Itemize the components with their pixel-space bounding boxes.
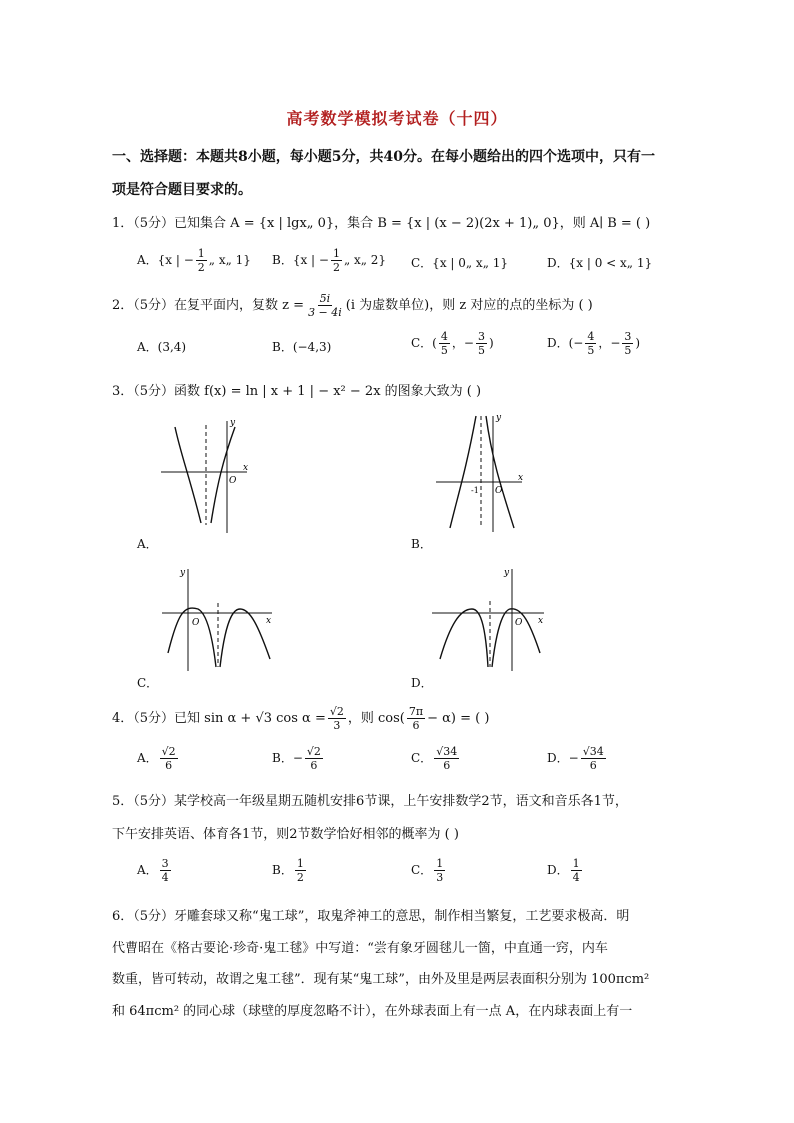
q4-c-den: 6 xyxy=(443,759,451,772)
q2-option-c xyxy=(411,330,494,357)
q4-d-num: √34 xyxy=(582,745,604,758)
q5-b-frac xyxy=(295,857,306,884)
q4-option-d xyxy=(547,745,608,772)
q5-c-den: 3 xyxy=(436,871,444,884)
q1-option-c: C．{x | 0„ x„ 1} xyxy=(411,256,508,270)
q4-c-num: √34 xyxy=(436,745,458,758)
q4-d-frac xyxy=(581,745,606,772)
q1-b-pre: B．{x | − xyxy=(272,253,329,267)
q2-option-d xyxy=(547,330,640,357)
q4-den2: 6 xyxy=(412,719,420,732)
graph-b-right-branch xyxy=(486,416,514,528)
q6-stem-line3: 数重，皆可转动，故谓之鬼工毬”．现有某“鬼工球”，由外及里是两层表面积分别为 100πcm² xyxy=(112,972,650,987)
graph-a-x-label: x xyxy=(243,463,249,473)
q5-b-num: 1 xyxy=(296,857,304,870)
q4-c-frac xyxy=(434,745,459,772)
q5-b-den: 2 xyxy=(296,871,304,884)
q5-stem-line2: 下午安排英语、体育各1节，则2节数学恰好相邻的概率为 ( ) xyxy=(112,827,459,842)
graph-b-minus-one-label: -1 xyxy=(471,486,479,495)
q2-d-frac2 xyxy=(622,330,633,357)
q1-a-post: „ x„ 1} xyxy=(208,253,251,267)
q4-den: 3 xyxy=(333,719,341,732)
q5-a-den: 4 xyxy=(161,871,169,884)
q5-a-pre: A． xyxy=(137,863,158,877)
q6-stem-line1: 6．（5分）牙雕套球又称“鬼工球”，取鬼斧神工的意思，制作相当繁复，工艺要求极高．明 xyxy=(112,909,630,924)
q4-a-pre: A． xyxy=(137,751,158,765)
q2-frac xyxy=(306,292,344,319)
q3-stem: 3．（5分）函数 f(x) = ln | x + 1 | − x² − 2x 的图象大致为 ( ) xyxy=(112,384,482,399)
graph-c-left-branch xyxy=(168,608,216,667)
q4-mid: ，则 cos( xyxy=(347,711,405,726)
q1-b-num: 1 xyxy=(332,247,340,260)
q2-c-mid: ，− xyxy=(451,336,474,350)
q4-b-den: 6 xyxy=(310,759,318,772)
q4-d-pre: D．− xyxy=(547,751,579,765)
section-heading-line1: 一、选择题：本题共8小题，每小题5分，共40分。在每小题给出的四个选项中，只有一 xyxy=(112,149,655,165)
q5-option-c xyxy=(411,857,447,884)
q2-d-post: ) xyxy=(635,336,641,350)
q4-option-c xyxy=(411,745,461,772)
q6-stem-line4: 和 64πcm² 的同心球（球壁的厚度忽略不计），在外球表面上有一点 A，在内球表面上有一 xyxy=(112,1004,633,1019)
q4-option-b xyxy=(272,745,325,772)
q5-d-num: 1 xyxy=(572,857,580,870)
q1-option-d: D．{x | 0 < x„ 1} xyxy=(547,256,653,270)
q1-a-num: 1 xyxy=(197,247,205,260)
q3-graph-a xyxy=(155,415,255,535)
q1-a-frac xyxy=(196,247,207,274)
graph-a-y-label: y xyxy=(230,418,236,428)
q2-stem xyxy=(112,292,593,319)
graph-a-left-branch xyxy=(175,427,201,523)
q4-b-frac xyxy=(305,745,323,772)
q5-d-den: 4 xyxy=(572,871,580,884)
q1-a-den: 2 xyxy=(197,261,205,274)
q4-a-frac xyxy=(160,745,178,772)
q5-option-b xyxy=(272,857,308,884)
q2-c-n2: 3 xyxy=(477,330,485,343)
q2-option-b: B．(−4,3) xyxy=(272,340,332,354)
q4-frac2 xyxy=(407,705,425,732)
q2-d-d1: 5 xyxy=(587,344,595,357)
q2-d-d2: 5 xyxy=(624,344,632,357)
graph-c-x-label: x xyxy=(266,616,272,626)
q3-label-c: C． xyxy=(137,676,159,690)
q2-num: 5i xyxy=(319,292,331,305)
q4-num: √2 xyxy=(329,705,344,718)
q4-num2: 7π xyxy=(408,705,424,718)
graph-d-origin-label: O xyxy=(515,618,523,628)
q2-d-n1: 4 xyxy=(587,330,595,343)
q6-stem-line2: 代曹昭在《格古要论·珍奇·鬼工毬》中写道：“尝有象牙圆毬儿一箇，中直通一窍，内车 xyxy=(112,941,608,956)
q1-b-den: 2 xyxy=(332,261,340,274)
q2-d-frac1 xyxy=(585,330,596,357)
q3-graph-b xyxy=(430,410,530,535)
graph-d-x-label: x xyxy=(538,616,544,626)
q2-c-pre: C．( xyxy=(411,336,437,350)
graph-a-origin-label: O xyxy=(229,476,237,486)
q2-post: (i 为虚数单位)，则 z 对应的点的坐标为 ( ) xyxy=(345,298,593,313)
graph-c-right-branch xyxy=(220,609,270,667)
q5-d-frac xyxy=(571,857,582,884)
q4-b-num: √2 xyxy=(306,745,321,758)
q2-d-pre: D．(− xyxy=(547,336,584,350)
graph-b-x-label: x xyxy=(518,473,524,483)
q4-a-num: √2 xyxy=(161,745,176,758)
q3-graph-d xyxy=(430,563,550,673)
graph-b-left-branch xyxy=(450,416,476,528)
q2-d-n2: 3 xyxy=(624,330,632,343)
q5-option-d xyxy=(547,857,584,884)
q3-label-d: D． xyxy=(411,676,433,690)
q1-option-b xyxy=(272,247,386,274)
q1-b-post: „ x„ 2} xyxy=(343,253,387,267)
graph-d-left-branch xyxy=(440,609,488,667)
q2-c-frac2 xyxy=(476,330,487,357)
q1-a-pre: A．{x | − xyxy=(137,253,194,267)
q2-d-mid: ，− xyxy=(598,336,621,350)
q1-stem: 1．（5分）已知集合 A = {x | lgx„ 0}，集合 B = {x | (x − 2)(2x + 1)„ 0}，则 A∣ B = ( ) xyxy=(112,216,651,231)
q2-option-a: A．(3,4) xyxy=(137,340,187,354)
q5-c-frac xyxy=(434,857,445,884)
q4-option-a xyxy=(137,745,180,772)
q5-a-frac xyxy=(160,857,171,884)
q4-post: − α) = ( ) xyxy=(427,711,490,726)
q4-b-pre: B．− xyxy=(272,751,303,765)
q2-c-d2: 5 xyxy=(477,344,485,357)
graph-c-origin-label: O xyxy=(192,618,200,628)
section-heading-line2: 项是符合题目要求的。 xyxy=(112,182,252,198)
q5-d-pre: D． xyxy=(547,863,569,877)
q5-c-num: 1 xyxy=(436,857,444,870)
q5-b-pre: B． xyxy=(272,863,293,877)
q3-label-a: A． xyxy=(137,537,158,551)
q4-a-den: 6 xyxy=(165,759,173,772)
q2-c-d1: 5 xyxy=(440,344,448,357)
q5-option-a xyxy=(137,857,173,884)
q2-c-n1: 4 xyxy=(440,330,448,343)
q4-d-den: 6 xyxy=(589,759,597,772)
q2-pre: 2．（5分）在复平面内，复数 z = xyxy=(112,298,305,313)
q5-stem-line1: 5．（5分）某学校高一年级星期五随机安排6节课，上午安排数学2节，语文和音乐各1节， xyxy=(112,794,628,809)
q3-label-b: B． xyxy=(411,537,432,551)
graph-a-right-branch xyxy=(211,427,235,523)
q5-c-pre: C． xyxy=(411,863,433,877)
q1-option-a xyxy=(137,247,251,274)
q4-stem xyxy=(112,705,489,732)
q1-b-frac xyxy=(331,247,342,274)
graph-d-y-label: y xyxy=(504,568,510,578)
q2-c-frac1 xyxy=(439,330,450,357)
graph-c-y-label: y xyxy=(180,568,186,578)
graph-b-origin-label: O xyxy=(495,486,503,496)
q3-graph-c xyxy=(160,563,280,673)
page-title: 高考数学模拟考试卷（十四） xyxy=(286,109,508,128)
graph-b-y-label: y xyxy=(496,413,502,423)
q2-den: 3 − 4i xyxy=(308,306,342,319)
q2-c-post: ) xyxy=(488,336,494,350)
q5-a-num: 3 xyxy=(161,857,169,870)
q4-pre: 4．（5分）已知 sin α + √3 cos α = xyxy=(112,711,326,726)
q4-c-pre: C． xyxy=(411,751,433,765)
q4-frac1 xyxy=(328,705,346,732)
